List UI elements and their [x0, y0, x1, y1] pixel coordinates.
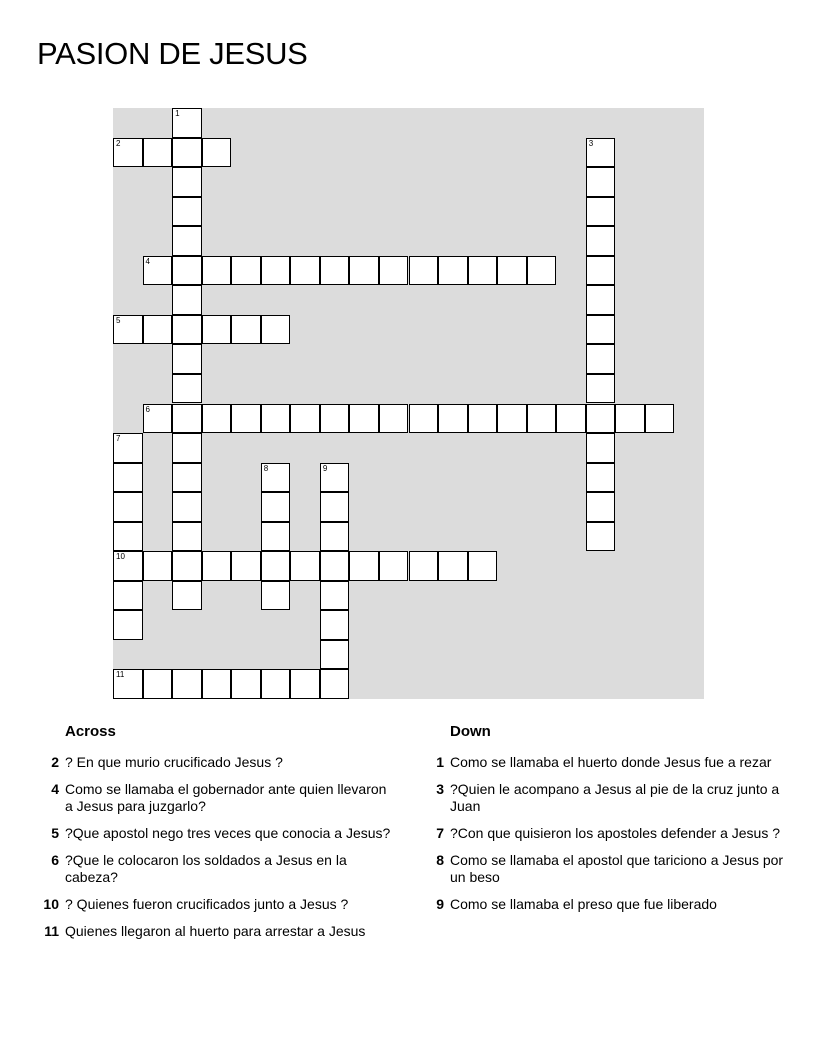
cell-number: 10: [116, 552, 125, 562]
grid-cell[interactable]: [586, 522, 616, 552]
grid-cell[interactable]: [143, 669, 173, 699]
clue-number: 6: [51, 852, 59, 868]
grid-cell[interactable]: [586, 315, 616, 345]
grid-cell[interactable]: [290, 551, 320, 581]
grid-cell[interactable]: [172, 374, 202, 404]
grid-cell[interactable]: [172, 256, 202, 286]
clue-number: 8: [436, 852, 444, 868]
grid-cell[interactable]: [320, 522, 350, 552]
grid-cell[interactable]: [202, 669, 232, 699]
grid-cell[interactable]: [172, 226, 202, 256]
down-clue: [420, 781, 785, 815]
clue-text: Quienes llegaron al huerto para arrestar a Jesus: [65, 923, 366, 939]
grid-cell[interactable]: [379, 404, 409, 434]
grid-cell[interactable]: [261, 669, 291, 699]
grid-cell[interactable]: [113, 610, 143, 640]
grid-cell[interactable]: [231, 669, 261, 699]
grid-cell[interactable]: [113, 492, 143, 522]
grid-cell[interactable]: [586, 433, 616, 463]
down-clue: [420, 896, 785, 913]
clue-number: 4: [51, 781, 59, 797]
grid-cell[interactable]: [320, 581, 350, 611]
across-clue: [35, 781, 395, 815]
grid-cell[interactable]: [172, 167, 202, 197]
clue-text: Como se llamaba el apostol que tariciono a Jesus por un beso: [450, 852, 784, 885]
grid-cell[interactable]: [113, 522, 143, 552]
grid-cell[interactable]: [320, 492, 350, 522]
grid-cell[interactable]: [261, 463, 291, 493]
grid-cell[interactable]: [172, 522, 202, 552]
grid-cell[interactable]: [172, 551, 202, 581]
grid-cell[interactable]: [261, 551, 291, 581]
cell-number: 4: [145, 256, 150, 266]
grid-cell[interactable]: [172, 344, 202, 374]
across-clue: [35, 852, 395, 886]
across-clue: [35, 923, 395, 940]
clue-number: 9: [436, 896, 444, 912]
grid-cell[interactable]: [172, 285, 202, 315]
grid-cell[interactable]: [172, 108, 202, 138]
cell-number: 11: [116, 670, 125, 680]
clue-number: 2: [51, 754, 59, 770]
grid-cell[interactable]: [113, 669, 143, 699]
grid-cell[interactable]: [172, 197, 202, 227]
grid-cell[interactable]: [349, 404, 379, 434]
grid-cell[interactable]: [527, 256, 557, 286]
grid-cell[interactable]: [615, 404, 645, 434]
across-clue: [35, 825, 395, 842]
grid-cell[interactable]: [143, 551, 173, 581]
across-clue: [35, 754, 395, 771]
grid-cell[interactable]: [349, 256, 379, 286]
grid-cell[interactable]: [320, 404, 350, 434]
clue-text: ? Quienes fueron crucificados junto a Jesus ?: [65, 896, 349, 912]
grid-cell[interactable]: [172, 433, 202, 463]
clue-number: 10: [43, 896, 59, 912]
grid-cell[interactable]: [438, 256, 468, 286]
grid-cell[interactable]: [586, 138, 616, 168]
across-clues: [35, 723, 395, 950]
grid-cell[interactable]: [231, 404, 261, 434]
grid-cell[interactable]: [379, 256, 409, 286]
grid-cell[interactable]: [586, 344, 616, 374]
clue-number: 3: [436, 781, 444, 797]
grid-cell[interactable]: [290, 404, 320, 434]
grid-cell[interactable]: [320, 669, 350, 699]
grid-cell[interactable]: [556, 404, 586, 434]
grid-cell[interactable]: [409, 404, 439, 434]
clue-text: Como se llamaba el huerto donde Jesus fue a rezar: [450, 754, 772, 770]
page-title: PASION DE JESUS: [37, 36, 308, 71]
grid-cell[interactable]: [172, 492, 202, 522]
grid-cell[interactable]: [586, 285, 616, 315]
grid-cell[interactable]: [202, 315, 232, 345]
grid-cell[interactable]: [113, 138, 143, 168]
cell-number: 1: [175, 109, 180, 118]
crossword-grid: [113, 108, 704, 699]
clue-text: Como se llamaba el gobernador ante quien llevaron a Jesus para juzgarlo?: [65, 781, 387, 814]
grid-cell[interactable]: [586, 167, 616, 197]
down-clues: [420, 723, 785, 923]
grid-cell[interactable]: [586, 256, 616, 286]
grid-cell[interactable]: [586, 197, 616, 227]
down-clue: [420, 852, 785, 886]
down-clue: [420, 825, 785, 842]
grid-cell[interactable]: [172, 669, 202, 699]
cell-number: 7: [116, 434, 121, 444]
clue-text: ?Que apostol nego tres veces que conocia a Jesus?: [65, 825, 391, 841]
down-clue: [420, 754, 785, 771]
grid-cell[interactable]: [113, 551, 143, 581]
grid-cell[interactable]: [202, 404, 232, 434]
grid-cell[interactable]: [261, 404, 291, 434]
grid-cell[interactable]: [349, 551, 379, 581]
clue-text: ? En que murio crucificado Jesus ?: [65, 754, 283, 770]
grid-cell[interactable]: [527, 404, 557, 434]
clue-text: ?Que le colocaron los soldados a Jesus en la cabeza?: [65, 852, 347, 885]
cell-number: 3: [588, 138, 594, 148]
grid-cell[interactable]: [202, 256, 232, 286]
grid-cell[interactable]: [586, 226, 616, 256]
grid-cell[interactable]: [172, 138, 202, 168]
grid-cell[interactable]: [468, 551, 498, 581]
clue-number: 7: [436, 825, 444, 841]
grid-cell[interactable]: [645, 404, 675, 434]
grid-cell[interactable]: [586, 463, 616, 493]
grid-cell[interactable]: [231, 256, 261, 286]
grid-cell[interactable]: [586, 404, 616, 434]
grid-cell[interactable]: [320, 610, 350, 640]
grid-cell[interactable]: [261, 581, 291, 611]
grid-cell[interactable]: [172, 315, 202, 345]
grid-cell[interactable]: [261, 492, 291, 522]
clue-number: 1: [436, 754, 444, 770]
grid-cell[interactable]: [290, 256, 320, 286]
grid-cell[interactable]: [379, 551, 409, 581]
grid-cell[interactable]: [438, 551, 468, 581]
grid-cell[interactable]: [202, 138, 232, 168]
grid-cell[interactable]: [202, 551, 232, 581]
grid-cell[interactable]: [231, 315, 261, 345]
grid-cell[interactable]: [113, 315, 143, 345]
grid-cell[interactable]: [261, 256, 291, 286]
grid-cell[interactable]: [320, 463, 350, 493]
grid-cell[interactable]: [320, 551, 350, 581]
grid-cell[interactable]: [409, 551, 439, 581]
across-heading: Across: [65, 723, 116, 740]
clue-text: ?Quien le acompano a Jesus al pie de la cruz junto a Juan: [450, 781, 780, 814]
cell-number: 6: [145, 404, 150, 414]
grid-cell[interactable]: [290, 669, 320, 699]
grid-cell[interactable]: [468, 256, 498, 286]
grid-cell[interactable]: [497, 256, 527, 286]
grid-cell[interactable]: [409, 256, 439, 286]
grid-cell[interactable]: [586, 374, 616, 404]
grid-cell[interactable]: [497, 404, 527, 434]
grid-cell[interactable]: [320, 640, 350, 670]
cell-number: 2: [116, 138, 121, 148]
clue-number: 11: [44, 923, 59, 939]
down-heading: Down: [450, 723, 491, 740]
grid-cell[interactable]: [261, 522, 291, 552]
grid-cell[interactable]: [172, 581, 202, 611]
grid-cell[interactable]: [172, 463, 202, 493]
grid-cell[interactable]: [113, 463, 143, 493]
grid-cell[interactable]: [143, 138, 173, 168]
cell-number: 9: [322, 463, 328, 473]
grid-cell[interactable]: [320, 256, 350, 286]
grid-cell[interactable]: [143, 256, 173, 286]
grid-cell[interactable]: [113, 581, 143, 611]
down-clue-list: [420, 754, 785, 913]
across-clue-list: [35, 754, 395, 940]
across-clue: [35, 896, 395, 913]
grid-cell[interactable]: [468, 404, 498, 434]
grid-cell[interactable]: [438, 404, 468, 434]
grid-cell[interactable]: [113, 433, 143, 463]
clue-text: ?Con que quisieron los apostoles defender a Jesus ?: [450, 825, 780, 841]
clue-text: Como se llamaba el preso que fue liberado: [450, 896, 717, 912]
grid-cell[interactable]: [261, 315, 291, 345]
cell-number: 5: [116, 315, 121, 325]
grid-cell[interactable]: [172, 404, 202, 434]
grid-cell[interactable]: [143, 404, 173, 434]
clue-number: 5: [51, 825, 59, 841]
cell-number: 8: [263, 463, 269, 473]
grid-cell[interactable]: [586, 492, 616, 522]
grid-cell[interactable]: [143, 315, 173, 345]
grid-cell[interactable]: [231, 551, 261, 581]
